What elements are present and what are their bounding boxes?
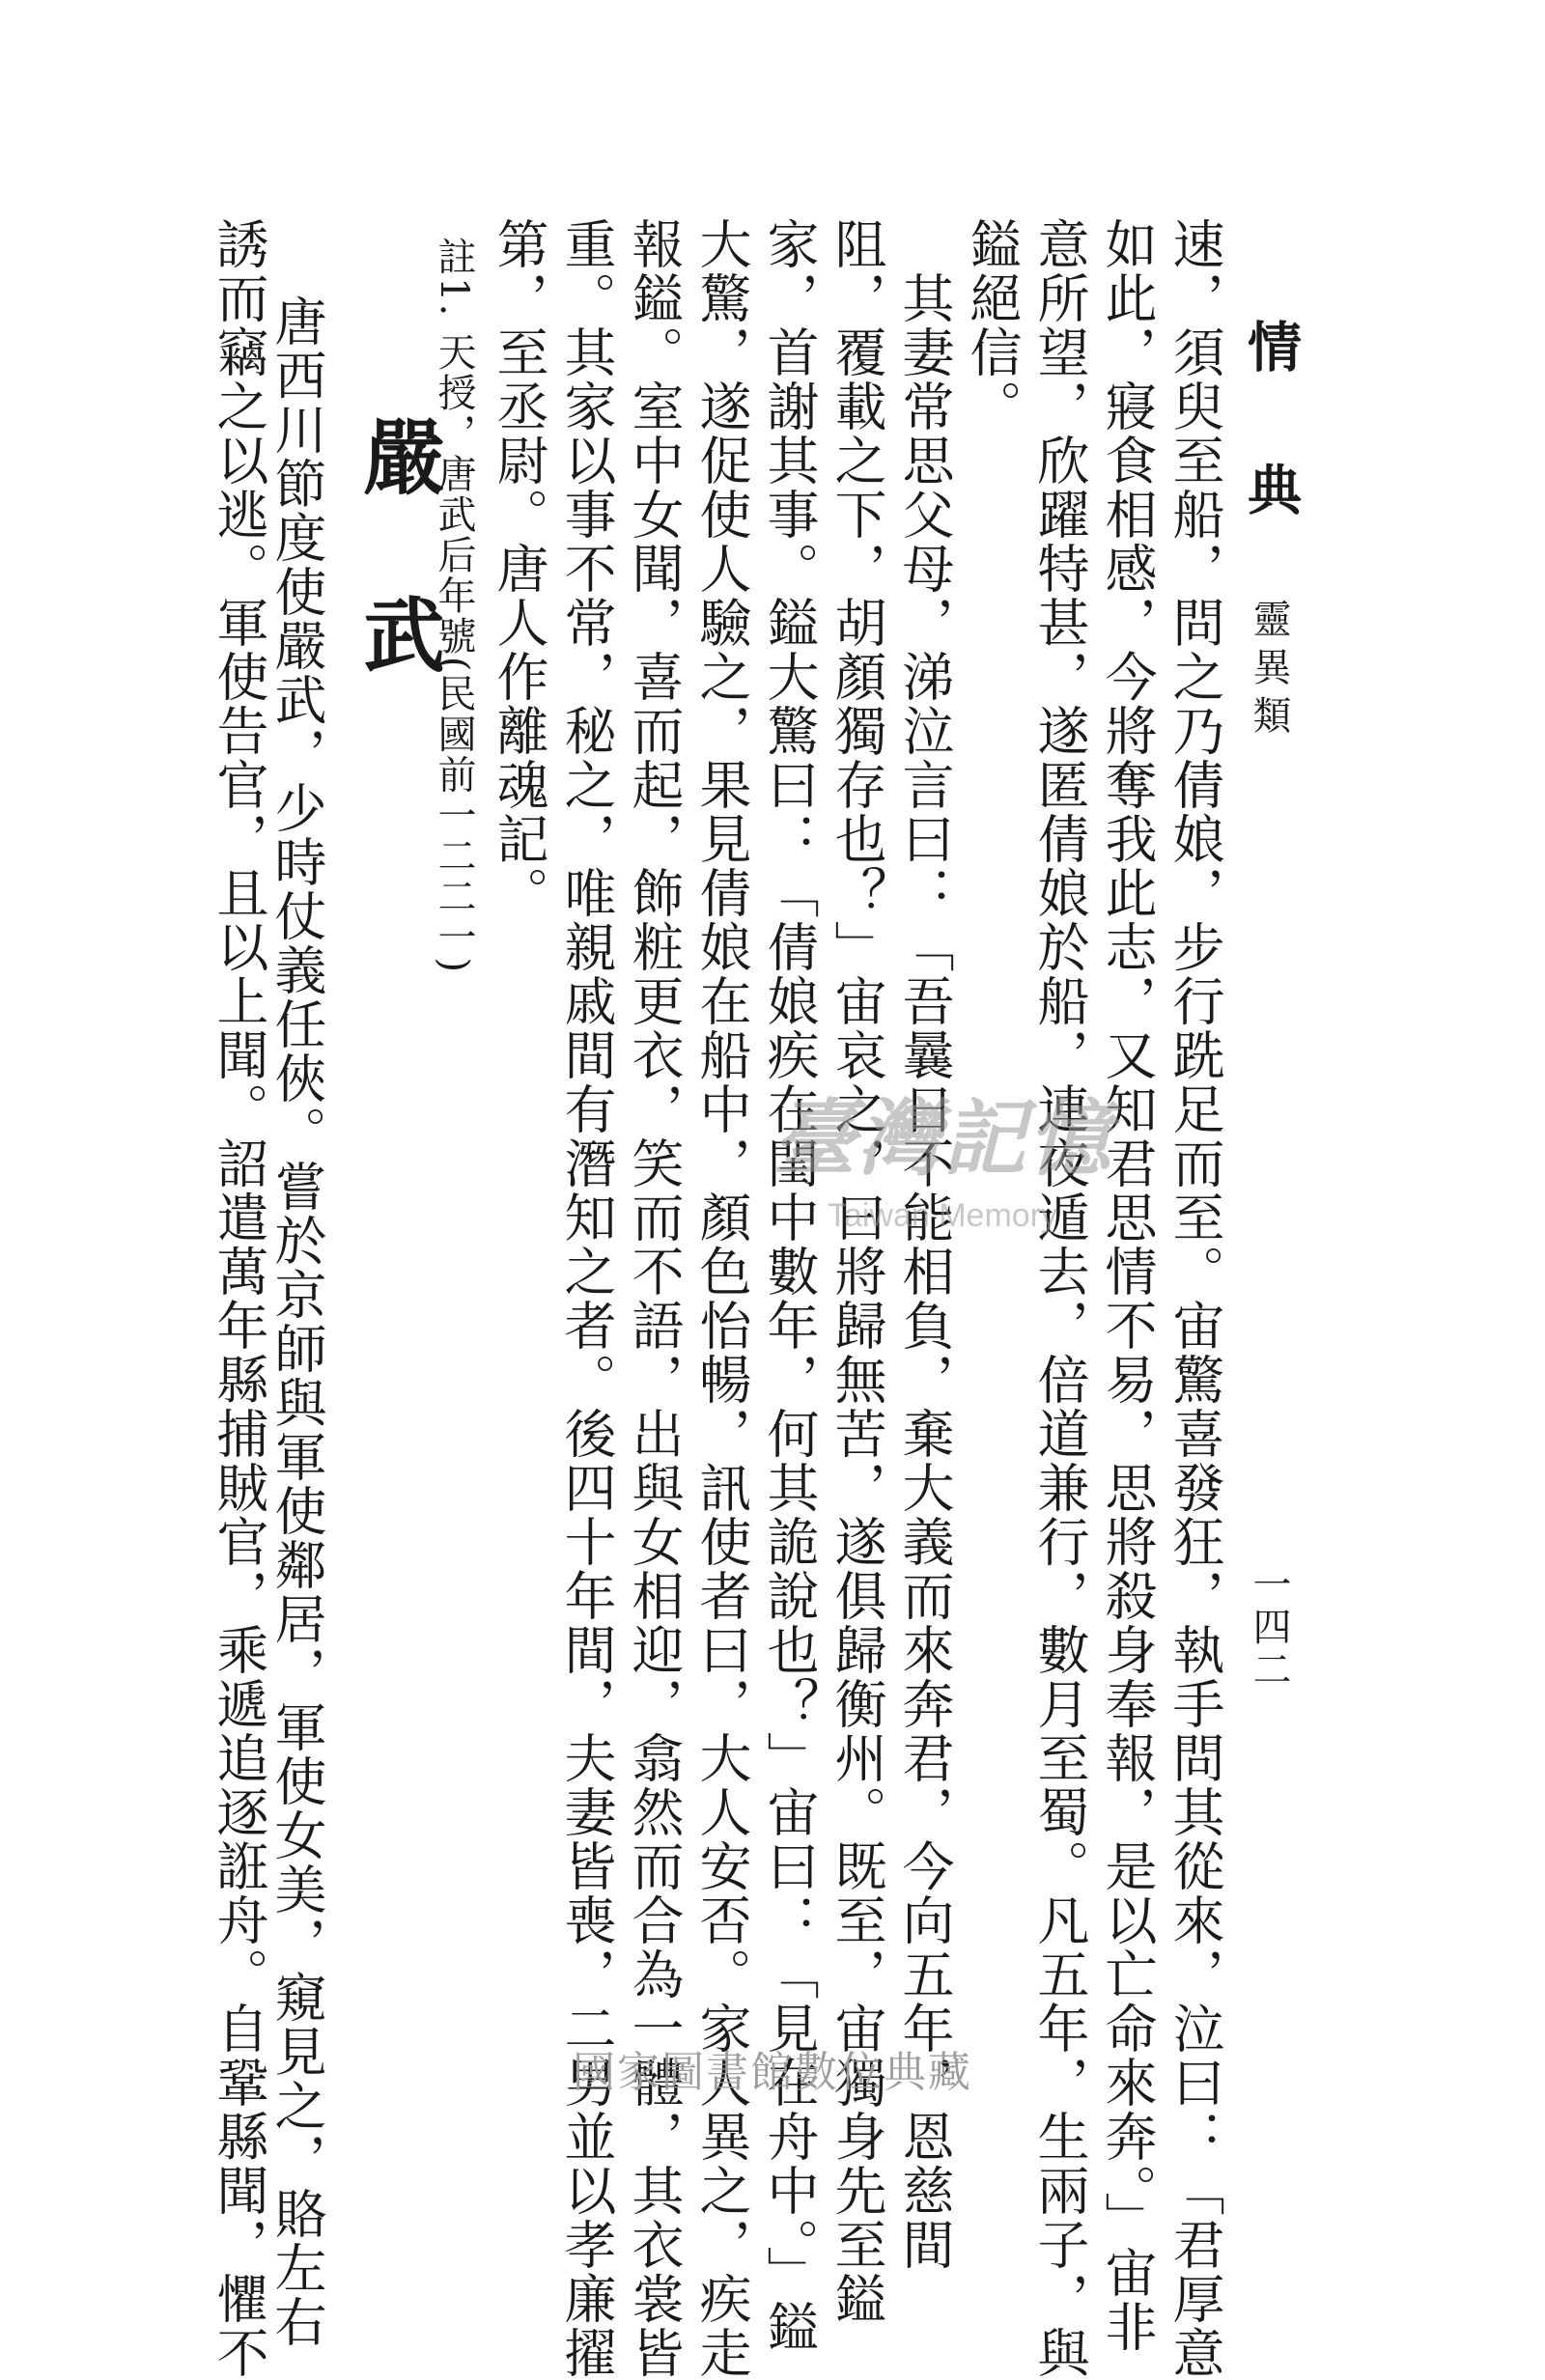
text-column: 鎰絕信。 xyxy=(962,217,1023,434)
text-column: 意所望，欣躍特甚，遂匿倩娘於船，連夜遁去，倍道兼行，數月至蜀。凡五年，生兩子，與 xyxy=(1029,217,1090,2380)
footer-credit: 國家圖書館數位典藏 xyxy=(573,2048,972,2097)
text-column: 如此，寢食相感，今將奪我此志，又知君思情不易，思將殺身奉報，是以亡命來奔。」宙非 xyxy=(1097,217,1158,2354)
book-title: 情 典 xyxy=(1239,319,1303,533)
text-column: 第，至丞尉。唐人作離魂記。 xyxy=(489,217,549,920)
text-column: 其妻常思父母，涕泣言曰：「吾曩日不能相負，棄大義而來奔君，今向五年，恩慈間 xyxy=(894,217,955,2272)
section-text-column: 誘而竊之以逃。軍使告官，且以上聞。詔遣萬年縣捕賊官，乘遞追逐誑舟。自鞏縣聞，懼不 xyxy=(209,217,269,2380)
text-column: 速，須臾至船，問之乃倩娘，步行跣足而至。宙驚喜發狂，執手問其從來，泣曰：「君厚意 xyxy=(1165,217,1225,2380)
watermark xyxy=(772,1072,1112,1235)
watermark-title: 臺灣記憶 xyxy=(772,1090,1112,1188)
section-title: 嚴武 xyxy=(351,415,446,770)
text-column: 阻，覆載之下，胡顏獨存也？」宙哀之，曰將歸無苦，遂俱歸衡州。既至，宙獨身先至鎰 xyxy=(827,217,887,2326)
watermark-subtitle: Taiwan Memory xyxy=(827,1197,1058,1234)
text-column: 報鎰。室中女聞，喜而起，飾粧更衣，笑而不語，出與女相迎，翕然而合為一體，其衣裳皆 xyxy=(624,217,685,2380)
page-number: 一四二 xyxy=(1247,1564,1291,1692)
section-text-column: 唐西川節度使嚴武，少時仗義任俠。嘗於京師與軍使鄰居，軍使女美，窺見之，賂左右 xyxy=(267,294,327,2349)
text-column: 重。其家以事不常，秘之，唯親戚間有潛知之者。後四十年間，夫妻皆喪，二男並以孝廉擢 xyxy=(556,217,617,2380)
footnote: 註1. 天授，唐武后年號(民國前一二二一) xyxy=(432,237,476,975)
text-column: 大驚，遂促使人驗之，果見倩娘在船中，顏色怡暢，訊使者曰，大人安否。家人異之，疾走 xyxy=(691,217,752,2380)
category-label: 靈異類 xyxy=(1247,599,1291,743)
text-column: 家，首謝其事。鎰大驚曰：「倩娘疾在閨中數年，何其詭說也？」宙曰：「見在舟中。」鎰 xyxy=(759,217,820,2354)
